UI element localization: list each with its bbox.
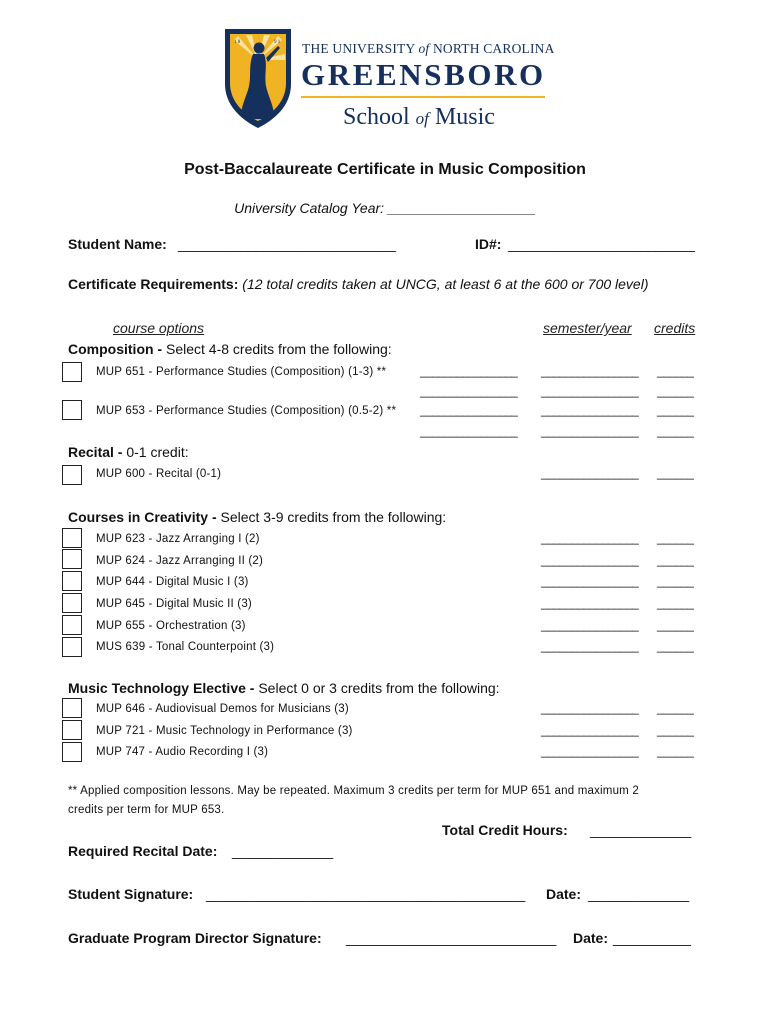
course-mup-600: MUP 600 - Recital (0-1) bbox=[96, 468, 222, 480]
checkbox-mup-721[interactable] bbox=[62, 720, 82, 740]
student-date-field[interactable]: _____________ bbox=[588, 886, 690, 902]
semester-year-blank[interactable]: ________________ bbox=[541, 533, 639, 545]
credits-blank[interactable]: ______ bbox=[657, 725, 694, 737]
credits-blank[interactable]: ______ bbox=[657, 620, 694, 632]
semester-year-blank[interactable]: ________________ bbox=[541, 405, 639, 417]
semester-year-blank[interactable]: ________________ bbox=[541, 468, 639, 480]
course-mup-655: MUP 655 - Orchestration (3) bbox=[96, 620, 246, 632]
checkbox-mup-747[interactable] bbox=[62, 742, 82, 762]
course-entry-blank[interactable]: ________________ bbox=[420, 366, 518, 378]
credits-blank[interactable]: ______ bbox=[657, 426, 694, 438]
course-mup-645: MUP 645 - Digital Music II (3) bbox=[96, 598, 252, 610]
director-signature-field[interactable]: ___________________________ bbox=[346, 930, 557, 946]
course-mup-646: MUP 646 - Audiovisual Demos for Musicians (3) bbox=[96, 703, 349, 715]
id-label: ID#: bbox=[475, 236, 502, 252]
credits-blank[interactable]: ______ bbox=[657, 641, 694, 653]
course-mup-624: MUP 624 - Jazz Arranging II (2) bbox=[96, 555, 264, 567]
technology-heading: Music Technology Elective - Select 0 or 3 credits from the following: bbox=[68, 680, 500, 696]
recital-date-label: Required Recital Date: bbox=[68, 843, 218, 859]
creativity-heading: Courses in Creativity - Select 3-9 credits from the following: bbox=[68, 509, 447, 525]
semester-year-blank[interactable]: ________________ bbox=[541, 576, 639, 588]
course-entry-blank[interactable]: ________________ bbox=[420, 426, 518, 438]
credits-blank[interactable]: ______ bbox=[657, 366, 694, 378]
course-mup-651: MUP 651 - Performance Studies (Composition) (1-3) ** bbox=[96, 366, 387, 378]
credits-blank[interactable]: ______ bbox=[657, 405, 694, 417]
course-mup-644: MUP 644 - Digital Music I (3) bbox=[96, 576, 249, 588]
letterhead-rule bbox=[301, 96, 545, 98]
checkbox-mup-624[interactable] bbox=[62, 549, 82, 569]
director-signature-label: Graduate Program Director Signature: bbox=[68, 930, 322, 946]
checkbox-mup-623[interactable] bbox=[62, 528, 82, 548]
credits-blank[interactable]: ______ bbox=[657, 576, 694, 588]
semester-year-blank[interactable]: ________________ bbox=[541, 426, 639, 438]
checkbox-mup-651[interactable] bbox=[62, 362, 82, 382]
credits-blank[interactable]: ______ bbox=[657, 468, 694, 480]
school-name: School of Music bbox=[343, 104, 495, 130]
credits-blank[interactable]: ______ bbox=[657, 703, 694, 715]
course-mup-653: MUP 653 - Performance Studies (Composition) (0.5-2) ** bbox=[96, 405, 397, 417]
semester-year-blank[interactable]: ________________ bbox=[541, 746, 639, 758]
recital-heading: Recital - 0-1 credit: bbox=[68, 444, 189, 460]
student-name-field[interactable]: ____________________________ bbox=[178, 236, 397, 252]
footnote-line-2: credits per term for MUP 653. bbox=[68, 804, 225, 816]
recital-date-field[interactable]: _____________ bbox=[232, 843, 334, 859]
id-field[interactable]: ________________________ bbox=[508, 236, 695, 252]
credits-blank[interactable]: ______ bbox=[657, 533, 694, 545]
column-header-course-options: course options bbox=[113, 320, 205, 336]
course-mup-721: MUP 721 - Music Technology in Performance (3) bbox=[96, 725, 353, 737]
course-mup-747: MUP 747 - Audio Recording I (3) bbox=[96, 746, 269, 758]
column-header-credits: credits bbox=[654, 320, 696, 336]
director-date-label: Date: bbox=[573, 930, 609, 946]
semester-year-blank[interactable]: ________________ bbox=[541, 725, 639, 737]
checkbox-mup-600[interactable] bbox=[62, 465, 82, 485]
course-mus-639: MUS 639 - Tonal Counterpoint (3) bbox=[96, 641, 275, 653]
semester-year-blank[interactable]: ________________ bbox=[541, 703, 639, 715]
semester-year-blank[interactable]: ________________ bbox=[541, 598, 639, 610]
credits-blank[interactable]: ______ bbox=[657, 555, 694, 567]
semester-year-blank[interactable]: ________________ bbox=[541, 386, 639, 398]
course-entry-blank[interactable]: ________________ bbox=[420, 405, 518, 417]
checkbox-mup-655[interactable] bbox=[62, 615, 82, 635]
semester-year-blank[interactable]: ________________ bbox=[541, 641, 639, 653]
university-line: THE UNIVERSITY of NORTH CAROLINA bbox=[302, 41, 555, 56]
student-signature-label: Student Signature: bbox=[68, 886, 194, 902]
director-date-field[interactable]: __________ bbox=[613, 930, 691, 946]
semester-year-blank[interactable]: ________________ bbox=[541, 555, 639, 567]
seal-year-left: 1 8 bbox=[234, 40, 241, 45]
requirements-heading: Certificate Requirements: (12 total credits taken at UNCG, at least 6 at the 600 or 700 level) bbox=[68, 276, 649, 292]
total-credit-hours-label: Total Credit Hours: bbox=[442, 822, 568, 838]
credits-blank[interactable]: ______ bbox=[657, 598, 694, 610]
catalog-year-field[interactable]: University Catalog Year: ___________________ bbox=[234, 200, 536, 216]
course-entry-blank[interactable]: ________________ bbox=[420, 386, 518, 398]
checkbox-mup-645[interactable] bbox=[62, 593, 82, 613]
semester-year-blank[interactable]: ________________ bbox=[541, 366, 639, 378]
course-mup-623: MUP 623 - Jazz Arranging I (2) bbox=[96, 533, 260, 545]
checkbox-mup-646[interactable] bbox=[62, 698, 82, 718]
semester-year-blank[interactable]: ________________ bbox=[541, 620, 639, 632]
student-name-label: Student Name: bbox=[68, 236, 167, 252]
checkbox-mus-639[interactable] bbox=[62, 637, 82, 657]
checkbox-mup-653[interactable] bbox=[62, 400, 82, 420]
total-credit-hours-field[interactable]: _____________ bbox=[590, 822, 692, 838]
checkbox-mup-644[interactable] bbox=[62, 571, 82, 591]
seal-year-right: 9 1 bbox=[274, 40, 281, 45]
uncg-seal-logo bbox=[222, 26, 294, 130]
student-signature-field[interactable]: _________________________________________ bbox=[206, 886, 526, 902]
student-date-label: Date: bbox=[546, 886, 582, 902]
column-header-semester-year: semester/year bbox=[543, 320, 632, 336]
campus-name: GREENSBORO bbox=[301, 57, 546, 92]
footnote-line-1: ** Applied composition lessons. May be repeated. Maximum 3 credits per term for MUP 651 and maximum 2 bbox=[68, 785, 639, 797]
composition-heading: Composition - Select 4-8 credits from the following: bbox=[68, 341, 392, 357]
credits-blank[interactable]: ______ bbox=[657, 746, 694, 758]
form-title: Post-Baccalaureate Certificate in Music Composition bbox=[184, 161, 586, 178]
credits-blank[interactable]: ______ bbox=[657, 386, 694, 398]
